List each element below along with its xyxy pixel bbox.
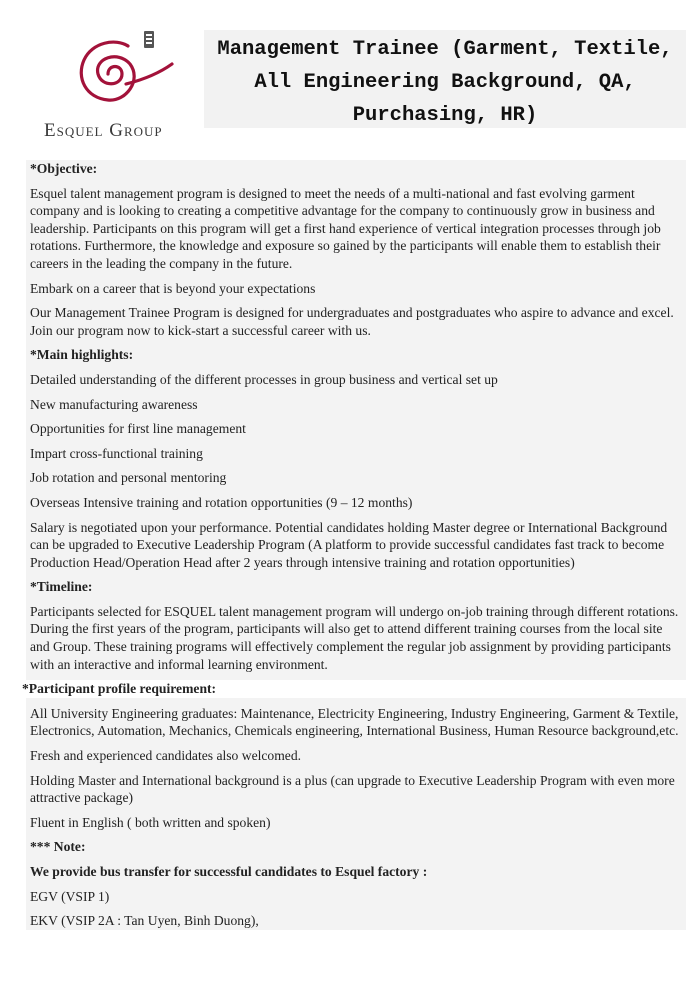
esquel-logo bbox=[28, 20, 204, 160]
profile-section bbox=[26, 705, 686, 832]
timeline-section bbox=[26, 578, 686, 673]
factory-item: EKV (VSIP 2A : Tan Uyen, Binh Duong), bbox=[30, 913, 259, 929]
note-section bbox=[26, 838, 686, 929]
timeline-heading: *Timeline: bbox=[30, 579, 93, 595]
objective-section bbox=[26, 160, 686, 339]
profile-item: All University Engineering graduates: Maintenance, Electricity Engineering, Industry Engineering, Garment & Textile, Electronics, Automation, Mechanics, Chemicals engineering, International Business, Human Resource background,etc. bbox=[30, 705, 679, 739]
highlight-item: Job rotation and personal mentoring bbox=[30, 470, 227, 486]
job-description bbox=[22, 160, 686, 930]
profile-item: Fresh and experienced candidates also welcomed. bbox=[30, 748, 302, 764]
highlight-item: Detailed understanding of the different processes in group business and vertical set up bbox=[30, 371, 498, 387]
profile-item: Fluent in English ( both written and spoken) bbox=[30, 814, 271, 830]
highlight-item: Impart cross-functional training bbox=[30, 445, 203, 461]
profile-heading-band bbox=[22, 680, 690, 698]
page-title: Management Trainee (Garment, Textile, All Engineering Background, QA, Purchasing, HR) bbox=[217, 38, 673, 127]
title-box bbox=[204, 30, 686, 128]
highlight-item: Opportunities for first line management bbox=[30, 421, 246, 437]
highlight-item: Overseas Intensive training and rotation opportunities (9 – 12 months) bbox=[30, 494, 413, 510]
esquel-spiral-logo-icon bbox=[68, 28, 178, 120]
profile-heading: *Participant profile requirement: bbox=[22, 681, 217, 697]
objective-heading: *Objective: bbox=[30, 161, 98, 176]
factory-item: EGV (VSIP 1) bbox=[30, 888, 110, 904]
objective-paragraph: Esquel talent management program is designed to meet the needs of a multi-national and fast evolving garment company and is looking to creating a competitive advantage for the company to continuously grow in business and leadership. Participants on this program will get a first hand experience of vertical integration processes through job rotations. Furthermore, the knowledge and exposure so gained by the participants will enable them to establish their careers in the leading the company in the future. bbox=[30, 185, 661, 271]
highlight-item: New manufacturing awareness bbox=[30, 396, 198, 412]
timeline-paragraph: Participants selected for ESQUEL talent management program will undergo on-job training through different rotations. During the first years of the program, participants will also get to attend different training courses from the local site and Group. These training programs will effectively complement the regular job assignment by providing participants with an interactive and informal learning environment. bbox=[30, 603, 679, 672]
brand-name: Esquel Group bbox=[44, 120, 163, 141]
objective-tagline: Embark on a career that is beyond your expectations bbox=[30, 280, 316, 296]
objective-program-paragraph: Our Management Trainee Program is designed for undergraduates and postgraduates who aspire to advance and excel. Join our program now to kick-start a successful career with us. bbox=[30, 305, 674, 338]
bus-transfer-heading: We provide bus transfer for successful candidates to Esquel factory : bbox=[30, 864, 428, 879]
profile-item: Holding Master and International background is a plus (can upgrade to Executive Leadership Program with even more attractive package) bbox=[30, 772, 675, 806]
highlight-item: Salary is negotiated upon your performance. Potential candidates holding Master degree or International Background can be upgraded to Executive Leadership Program (A platform to provide successful candidates fast track to become Production Head/Operation Head after 2 years through intensive training and rotation opportunities) bbox=[30, 519, 668, 570]
highlights-heading: *Main highlights: bbox=[30, 347, 134, 363]
note-heading: *** Note: bbox=[30, 839, 86, 855]
highlights-section bbox=[26, 346, 686, 571]
